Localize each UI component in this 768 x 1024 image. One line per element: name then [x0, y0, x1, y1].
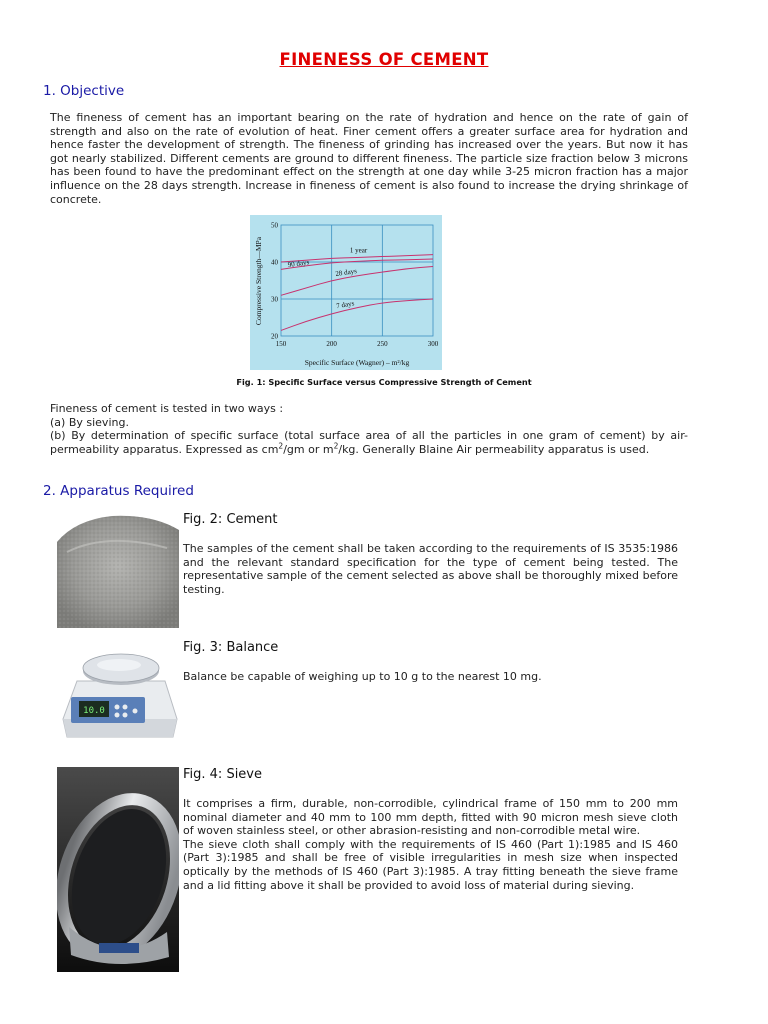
superscript-2a: 2: [278, 441, 284, 451]
series-label: 1 year: [349, 246, 368, 255]
superscript-2b: 2: [333, 441, 339, 451]
cement-image: [57, 512, 179, 628]
fig2-description: [183, 542, 678, 596]
y-tick-label: 30: [271, 295, 278, 304]
fig3-text: Balance be capable of weighing up to 10 g to the nearest 10 mg.: [183, 670, 542, 683]
balance-photo: [57, 637, 179, 749]
y-axis-label: Compressive Strength—MPa: [254, 236, 263, 326]
cement-photo: [57, 512, 179, 628]
balance-image: [57, 637, 179, 749]
x-tick-label: 300: [427, 340, 439, 348]
fig3-heading: Fig. 3: Balance: [183, 640, 279, 655]
fig4-description: [183, 797, 678, 892]
fig4-heading: Fig. 4: Sieve: [183, 767, 262, 782]
x-tick-label: 150: [275, 340, 287, 348]
series-label: 28 days: [334, 267, 358, 279]
fig3-description: [183, 670, 678, 684]
balance-display: 10.0: [83, 706, 105, 716]
y-tick-label: 50: [271, 221, 278, 230]
x-axis-label: Specific Surface (Wagner) – m²/kg: [304, 358, 410, 367]
method-b-part1: (b) By determination of specific surface (total surface area of all the particles in one gram of cement) by air-permeability apparatus. Expressed as cm: [50, 429, 688, 456]
apparatus-heading: 2. Apparatus Required: [43, 483, 194, 499]
fig1-chart: [250, 215, 442, 370]
method-b-part3: /kg. Generally Blaine Air permeability apparatus is used.: [338, 442, 650, 456]
fig2-text: The samples of the cement shall be taken according to the requirements of IS 3535:1986 and the relevant standard specification for the type of cement being tested. The representative sample of the cement selected as above shall be thoroughly mixed before testing.: [183, 542, 678, 596]
x-tick-label: 250: [377, 340, 388, 348]
fig1-chart-svg: [250, 215, 442, 370]
y-tick-label: 40: [271, 258, 278, 267]
sieve-image: [57, 767, 179, 972]
fig2-heading: Fig. 2: Cement: [183, 512, 278, 527]
y-tick-label: 20: [271, 332, 278, 341]
objective-heading: 1. Objective: [43, 83, 125, 99]
objective-paragraph: [50, 111, 688, 206]
page-title: FINENESS OF CEMENT: [279, 50, 489, 69]
fig4-text-1: It comprises a firm, durable, non-corrodible, cylindrical frame of 150 mm to 200 mm nominal diameter and 40 mm to 100 mm depth, fitted with 90 micron mesh sieve cloth of woven stainless steel, or other abrasion-resisting and non-corrodible metal wire.: [183, 797, 678, 838]
x-tick-label: 200: [326, 340, 337, 348]
fig4-text-2: The sieve cloth shall comply with the requirements of IS 460 (Part 1):1985 and IS 460 (Part 3):1985 and shall be free of visible irregularities in mesh size when inspected optically by the methods of IS 460 (Part 3):1985. A tray fitting beneath the sieve frame and a lid fitting above it shall be provided to avoid loss of material during sieving.: [183, 837, 678, 892]
fig1-caption: Fig. 1: Specific Surface versus Compressive Strength of Cement: [236, 377, 532, 387]
testing-intro: Fineness of cement is tested in two ways :: [50, 402, 284, 415]
testing-methods: [50, 402, 688, 456]
series-label: 7 days: [335, 299, 355, 311]
sieve-photo: [57, 767, 179, 972]
method-specific-surface: [50, 429, 688, 456]
method-b-part2: /gm or m: [283, 442, 334, 456]
objective-text: The fineness of cement has an important bearing on the rate of hydration and hence on the rate of gain of strength and also on the rate of evolution of heat. Finer cement offers a greater surface area for hydration and hence faster the development of strength. The fineness of grinding has increased over the years. But now it has got nearly stabilized. Different cements are ground to different fineness. The particle size fraction below 3 microns has been found to have the predominant effect on the strength at one day while 3-25 micron fraction has a major influence on the 28 days strength. Increase in fineness of cement is also found to increase the drying shrinkage of concrete.: [50, 111, 688, 206]
series-label: 90 days: [287, 258, 310, 270]
method-sieving: (a) By sieving.: [50, 415, 129, 429]
